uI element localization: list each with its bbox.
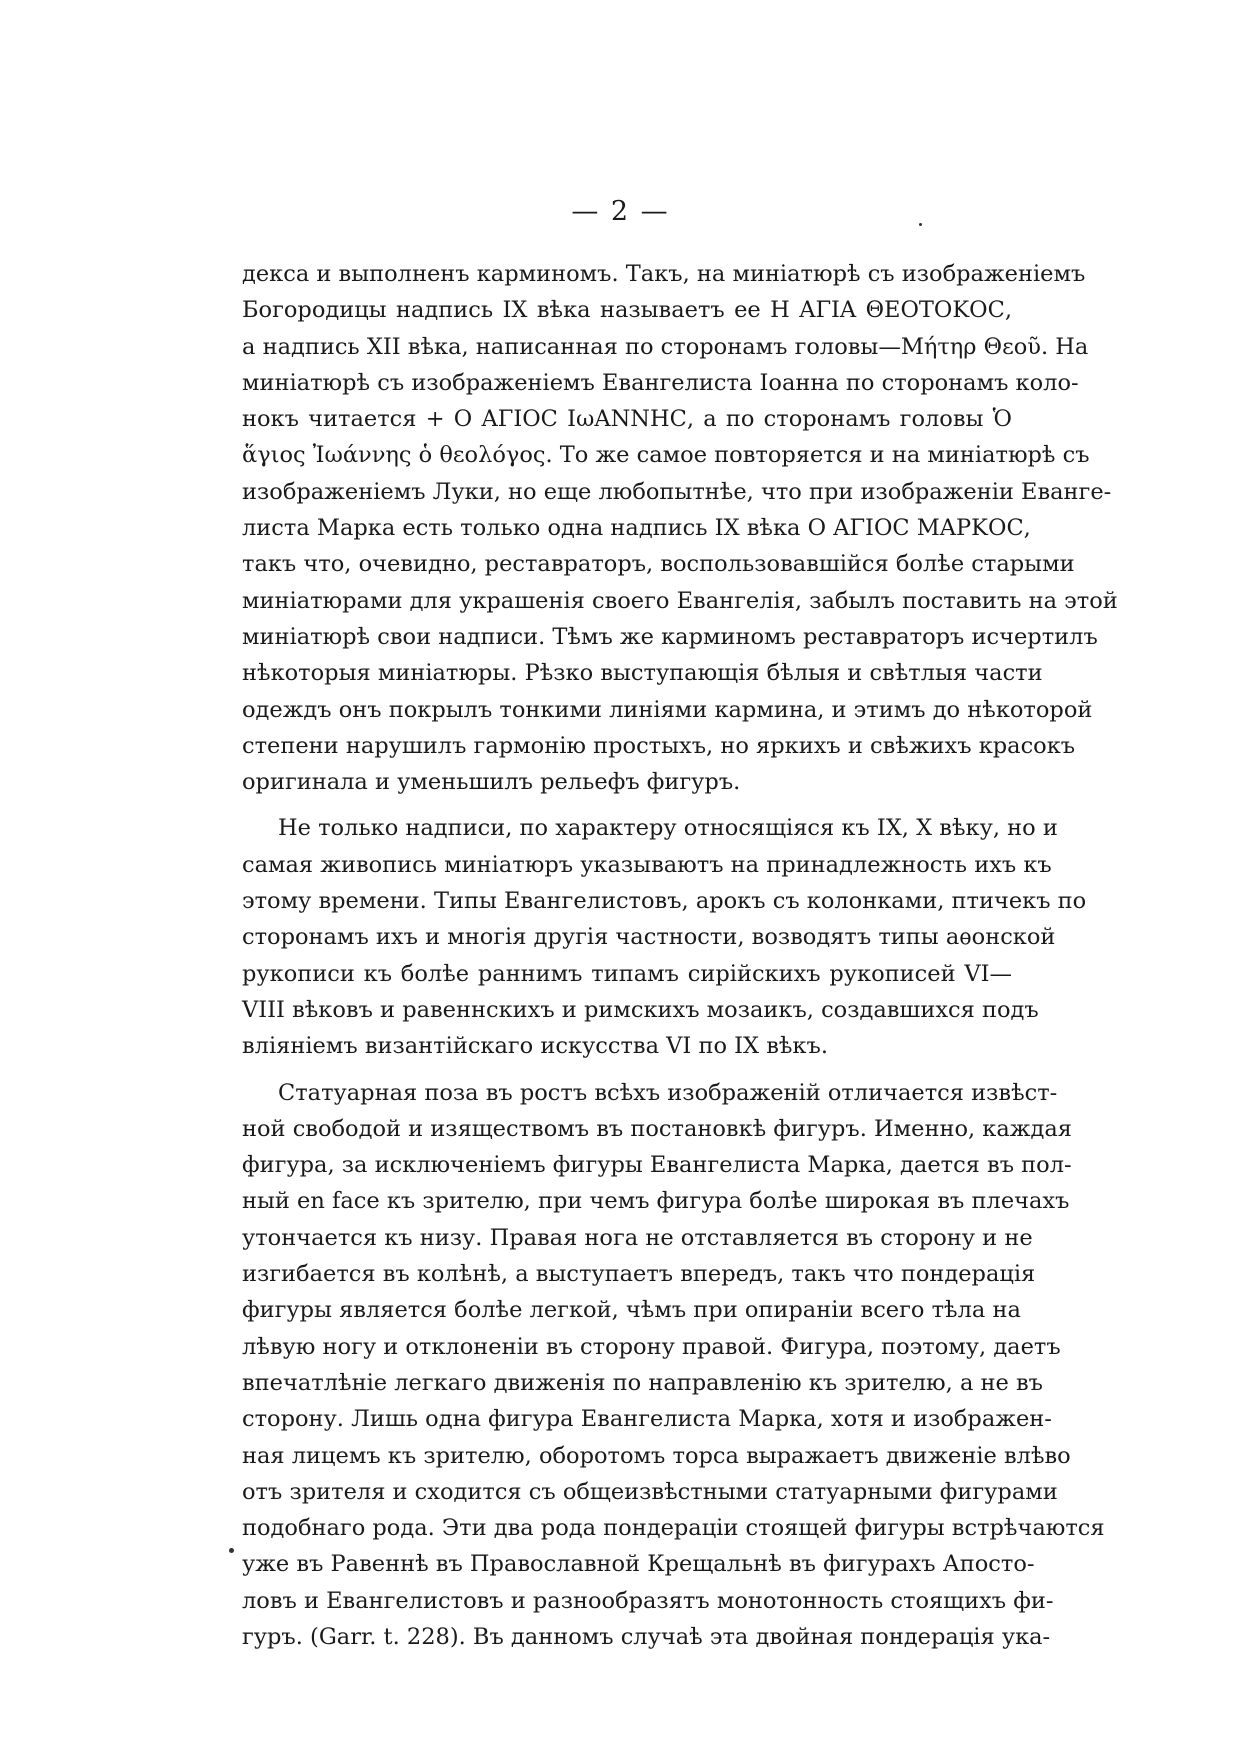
text-line: утончается къ низу. Правая нога не отставляется въ сторону и не bbox=[242, 1224, 1033, 1251]
text-line: сторонамъ ихъ и многія другія частности, возводятъ типы аѳонской bbox=[242, 924, 1056, 951]
text-line: рукописи къ болѣе раннимъ типамъ сирійскихъ рукописей VI— bbox=[242, 960, 1012, 987]
text-line: ной свободой и изяществомъ въ постановкѣ фигуръ. Именно, каждая bbox=[242, 1115, 1072, 1142]
text-line: VIII вѣковъ и равеннскихъ и римскихъ мозаикъ, создавшихся подъ bbox=[242, 996, 1039, 1023]
text-line: нѣкоторыя миніатюры. Рѣзко выступающія бѣлыя и свѣтлыя части bbox=[242, 660, 1043, 687]
text-line: гуръ. (Garr. t. 228). Въ данномъ случаѣ эта двойная пондерація ука- bbox=[242, 1623, 1051, 1650]
text-line: а надпись XII вѣка, написанная по сторонамъ головы—Μήτηρ Θεοῦ. На bbox=[242, 333, 1089, 360]
text-line: ловъ и Евангелистовъ и разнообразятъ монотонность стоящихъ фи- bbox=[242, 1587, 1054, 1614]
text-line: ный en face къ зрителю, при чемъ фигура болѣе широкая въ плечахъ bbox=[242, 1188, 1070, 1215]
paragraph bbox=[242, 256, 1118, 800]
page-number: — 2 — bbox=[571, 196, 670, 227]
body-text bbox=[242, 256, 1118, 1655]
text-line: ἅγιος Ἰωάννης ὁ θεολόγος. То же самое повторяется и на миніатюрѣ съ bbox=[242, 442, 1090, 469]
text-line: ная лицемъ къ зрителю, оборотомъ торса выражаетъ движеніе влѣво bbox=[242, 1442, 1071, 1469]
text-line: самая живопись миніатюръ указываютъ на принадлежность ихъ къ bbox=[242, 851, 1052, 878]
text-line: изображеніемъ Луки, но еще любопытнѣе, что при изображеніи Еванге- bbox=[242, 478, 1112, 505]
text-line: впечатлѣніе легкаго движенія по направленію къ зрителю, а не въ bbox=[242, 1369, 1043, 1396]
paragraph bbox=[242, 1075, 1105, 1656]
text-line: подобнаго рода. Эти два рода пондераціи стоящей фигуры встрѣчаются bbox=[242, 1515, 1105, 1542]
text-line: изгибается въ колѣнѣ, а выступаетъ впередъ, такъ что пондерація bbox=[242, 1261, 1036, 1288]
text-line: декса и выполненъ карминомъ. Такъ, на миніатюрѣ съ изображеніемъ bbox=[242, 261, 1086, 287]
text-line: Богородицы надпись IX вѣка называетъ ее Η ΑΓΙΑ ΘΕΟΤΟΚΟϹ, bbox=[242, 297, 1012, 324]
text-line: такъ что, очевидно, реставраторъ, воспользовавшійся болѣе старыми bbox=[242, 551, 1075, 578]
text-line: листа Марка есть только одна надпись IX вѣка Ο ΑΓΙΟϹ ΜΑΡΚΟϹ, bbox=[242, 515, 1031, 542]
text-line: уже въ Равеннѣ въ Православной Крещальнѣ въ фигурахъ Апосто- bbox=[242, 1551, 1035, 1578]
text-line: лѣвую ногу и отклоненіи въ сторону правой. Фигура, поэтому, даетъ bbox=[242, 1333, 1061, 1360]
paragraph bbox=[242, 810, 1087, 1064]
text-line: фигура, за исключеніемъ фигуры Евангелиста Марка, дается въ пол- bbox=[242, 1152, 1072, 1179]
text-line: сторону. Лишь одна фигура Евангелиста Марка, хотя и изображен- bbox=[242, 1406, 1052, 1433]
text-line: фигуры является болѣе легкой, чѣмъ при опираніи всего тѣла на bbox=[242, 1297, 1021, 1324]
text-line: миніатюрѣ свои надписи. Тѣмъ же карминомъ реставраторъ исчертилъ bbox=[242, 623, 1098, 650]
text-line: миніатюрѣ съ изображеніемъ Евангелиста Іоанна по сторонамъ коло- bbox=[242, 369, 1079, 396]
text-line: вліяніемъ византійскаго искусства VI по IX вѣкъ. bbox=[242, 1033, 828, 1060]
text-line: Не только надписи, по характеру относящіяся къ IX, X вѣку, но и bbox=[278, 815, 1058, 842]
text-line: нокъ читается + Ο ΑΓΙΟϹ ΙωΑΝΝΗϹ, а по сторонамъ головы Ὁ bbox=[242, 406, 1012, 433]
text-line: миніатюрами для украшенія своего Евангелія, забылъ поставить на этой bbox=[242, 587, 1118, 614]
ink-speck bbox=[229, 1548, 234, 1553]
text-line: отъ зрителя и сходится съ общеизвѣстными статуарными фигурами bbox=[242, 1478, 1058, 1505]
text-line: оригинала и уменьшилъ рельефъ фигуръ. bbox=[242, 769, 741, 796]
text-line: степени нарушилъ гармонію простыхъ, но яркихъ и свѣжихъ красокъ bbox=[242, 732, 1076, 759]
text-line: этому времени. Типы Евангелистовъ, арокъ съ колонками, птичекъ по bbox=[242, 888, 1087, 915]
text-line: Статуарная поза въ ростъ всѣхъ изображеній отличается извѣст- bbox=[278, 1079, 1058, 1106]
text-line: одеждъ онъ покрылъ тонкими линіями кармина, и этимъ до нѣкоторой bbox=[242, 696, 1093, 723]
ink-speck bbox=[919, 223, 922, 226]
